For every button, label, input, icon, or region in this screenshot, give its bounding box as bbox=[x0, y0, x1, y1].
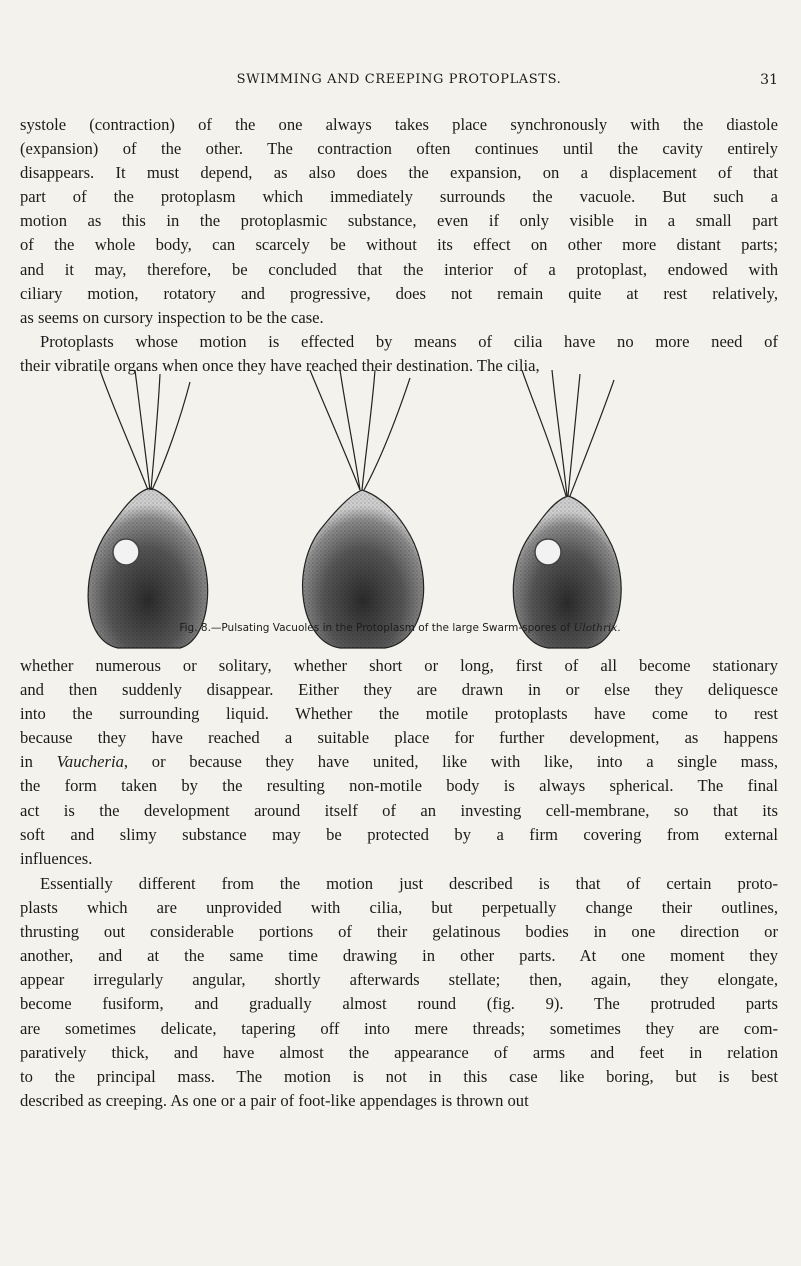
spore-left bbox=[88, 370, 208, 648]
spore-right bbox=[513, 370, 621, 648]
text-line: systole (contraction) of the one always takes place synchronously with the diastole bbox=[20, 115, 778, 134]
text-line: part of the protoplasm which immediately surrounds the vacuole. But such a bbox=[20, 187, 778, 207]
swarm-spores-illustration bbox=[40, 370, 760, 650]
text-line: in Vaucheria, or because they have united, like with like, into a single mass, bbox=[20, 752, 778, 772]
page-header bbox=[20, 72, 778, 94]
text-line: into the surrounding liquid. Whether the motile protoplasts have come to rest bbox=[20, 704, 778, 724]
text-line: because they have reached a suitable place for further development, as happens bbox=[20, 728, 778, 748]
text-line: paratively thick, and have almost the appearance of arms and feet in relation bbox=[20, 1042, 778, 1062]
text-line: disappears. It must depend, as also does the expansion, on a displacement of that bbox=[20, 163, 778, 183]
text-line: appear irregularly angular, shortly afterwards stellate; then, again, they elongate, bbox=[20, 970, 778, 990]
text-line: described as creeping. As one or a pair of foot-like appendages is thrown out bbox=[20, 1090, 529, 1110]
text-line: Essentially different from the motion just described is that of certain proto- bbox=[40, 874, 778, 893]
text-line: Protoplasts whose motion is effected by means of cilia have no more need of bbox=[40, 332, 778, 351]
text-line: become fusiform, and gradually almost round (fig. 9). The protruded parts bbox=[20, 994, 778, 1014]
text-line: another, and at the same time drawing in other parts. At one moment they bbox=[20, 946, 778, 966]
page-number: 31 bbox=[760, 72, 778, 88]
text-line: to the principal mass. The motion is not in this case like boring, but is best bbox=[20, 1066, 778, 1086]
text-line: the form taken by the resulting non-motile body is always spherical. The final bbox=[20, 776, 778, 796]
paragraph-4 bbox=[20, 872, 778, 1113]
caption-genus: Ulothrix. bbox=[573, 622, 621, 634]
vacuole bbox=[113, 539, 139, 565]
vacuole bbox=[535, 539, 561, 565]
text-line: soft and slimy substance may be protected by a firm covering from external bbox=[20, 824, 778, 844]
paragraph-1 bbox=[20, 113, 778, 330]
cilium bbox=[570, 380, 614, 496]
cilium bbox=[100, 370, 148, 490]
text-line: and then suddenly disappear. Either they are drawn in or else they deliquesce bbox=[20, 680, 778, 700]
text-line: motion as this in the protoplasmic substance, even if only visible in a small part bbox=[20, 211, 778, 231]
cilium bbox=[152, 382, 190, 490]
text-line: and it may, therefore, be concluded that the interior of a protoplast, endowed with bbox=[20, 259, 778, 279]
text-line: plasts which are unprovided with cilia, but perpetually change their outlines, bbox=[20, 898, 778, 918]
running-title: SWIMMING AND CREEPING PROTOPLASTS. bbox=[236, 72, 562, 87]
paragraph-3 bbox=[20, 654, 778, 871]
text-line: (expansion) of the other. The contraction often continues until the cavity entirely bbox=[20, 139, 778, 159]
cilium bbox=[135, 370, 150, 490]
text-line: whether numerous or solitary, whether short or long, first of all become stationary bbox=[20, 656, 778, 675]
text-line: thrusting out considerable portions of their gelatinous bodies in one direction or bbox=[20, 922, 778, 942]
cilium bbox=[364, 378, 410, 490]
spore-middle bbox=[303, 370, 424, 648]
text-line: as seems on cursory inspection to be the case. bbox=[20, 307, 324, 327]
text-line: of the whole body, can scarcely be without its effect on other more distant parts; bbox=[20, 235, 778, 255]
caption-text: Fig. 8.—Pulsating Vacuoles in the Protoplasm of the large Swarm-spores of bbox=[179, 622, 574, 634]
cilium bbox=[340, 370, 360, 490]
text-line: influences. bbox=[20, 848, 93, 868]
cilium bbox=[568, 374, 580, 496]
text-line: are sometimes delicate, tapering off into mere threads; sometimes they are com- bbox=[20, 1018, 778, 1038]
cilium bbox=[552, 370, 567, 496]
cilium bbox=[151, 374, 160, 490]
text-line: their vibratile organs when once they have reached their destination. The cilia, bbox=[20, 356, 540, 376]
text-line: act is the development around itself of an investing cell-membrane, so that its bbox=[20, 800, 778, 820]
figure-8 bbox=[40, 370, 760, 650]
figure-caption bbox=[20, 622, 780, 634]
text-line: ciliary motion, rotatory and progressive, does not remain quite at rest relatively, bbox=[20, 283, 778, 303]
cilium bbox=[310, 370, 360, 490]
